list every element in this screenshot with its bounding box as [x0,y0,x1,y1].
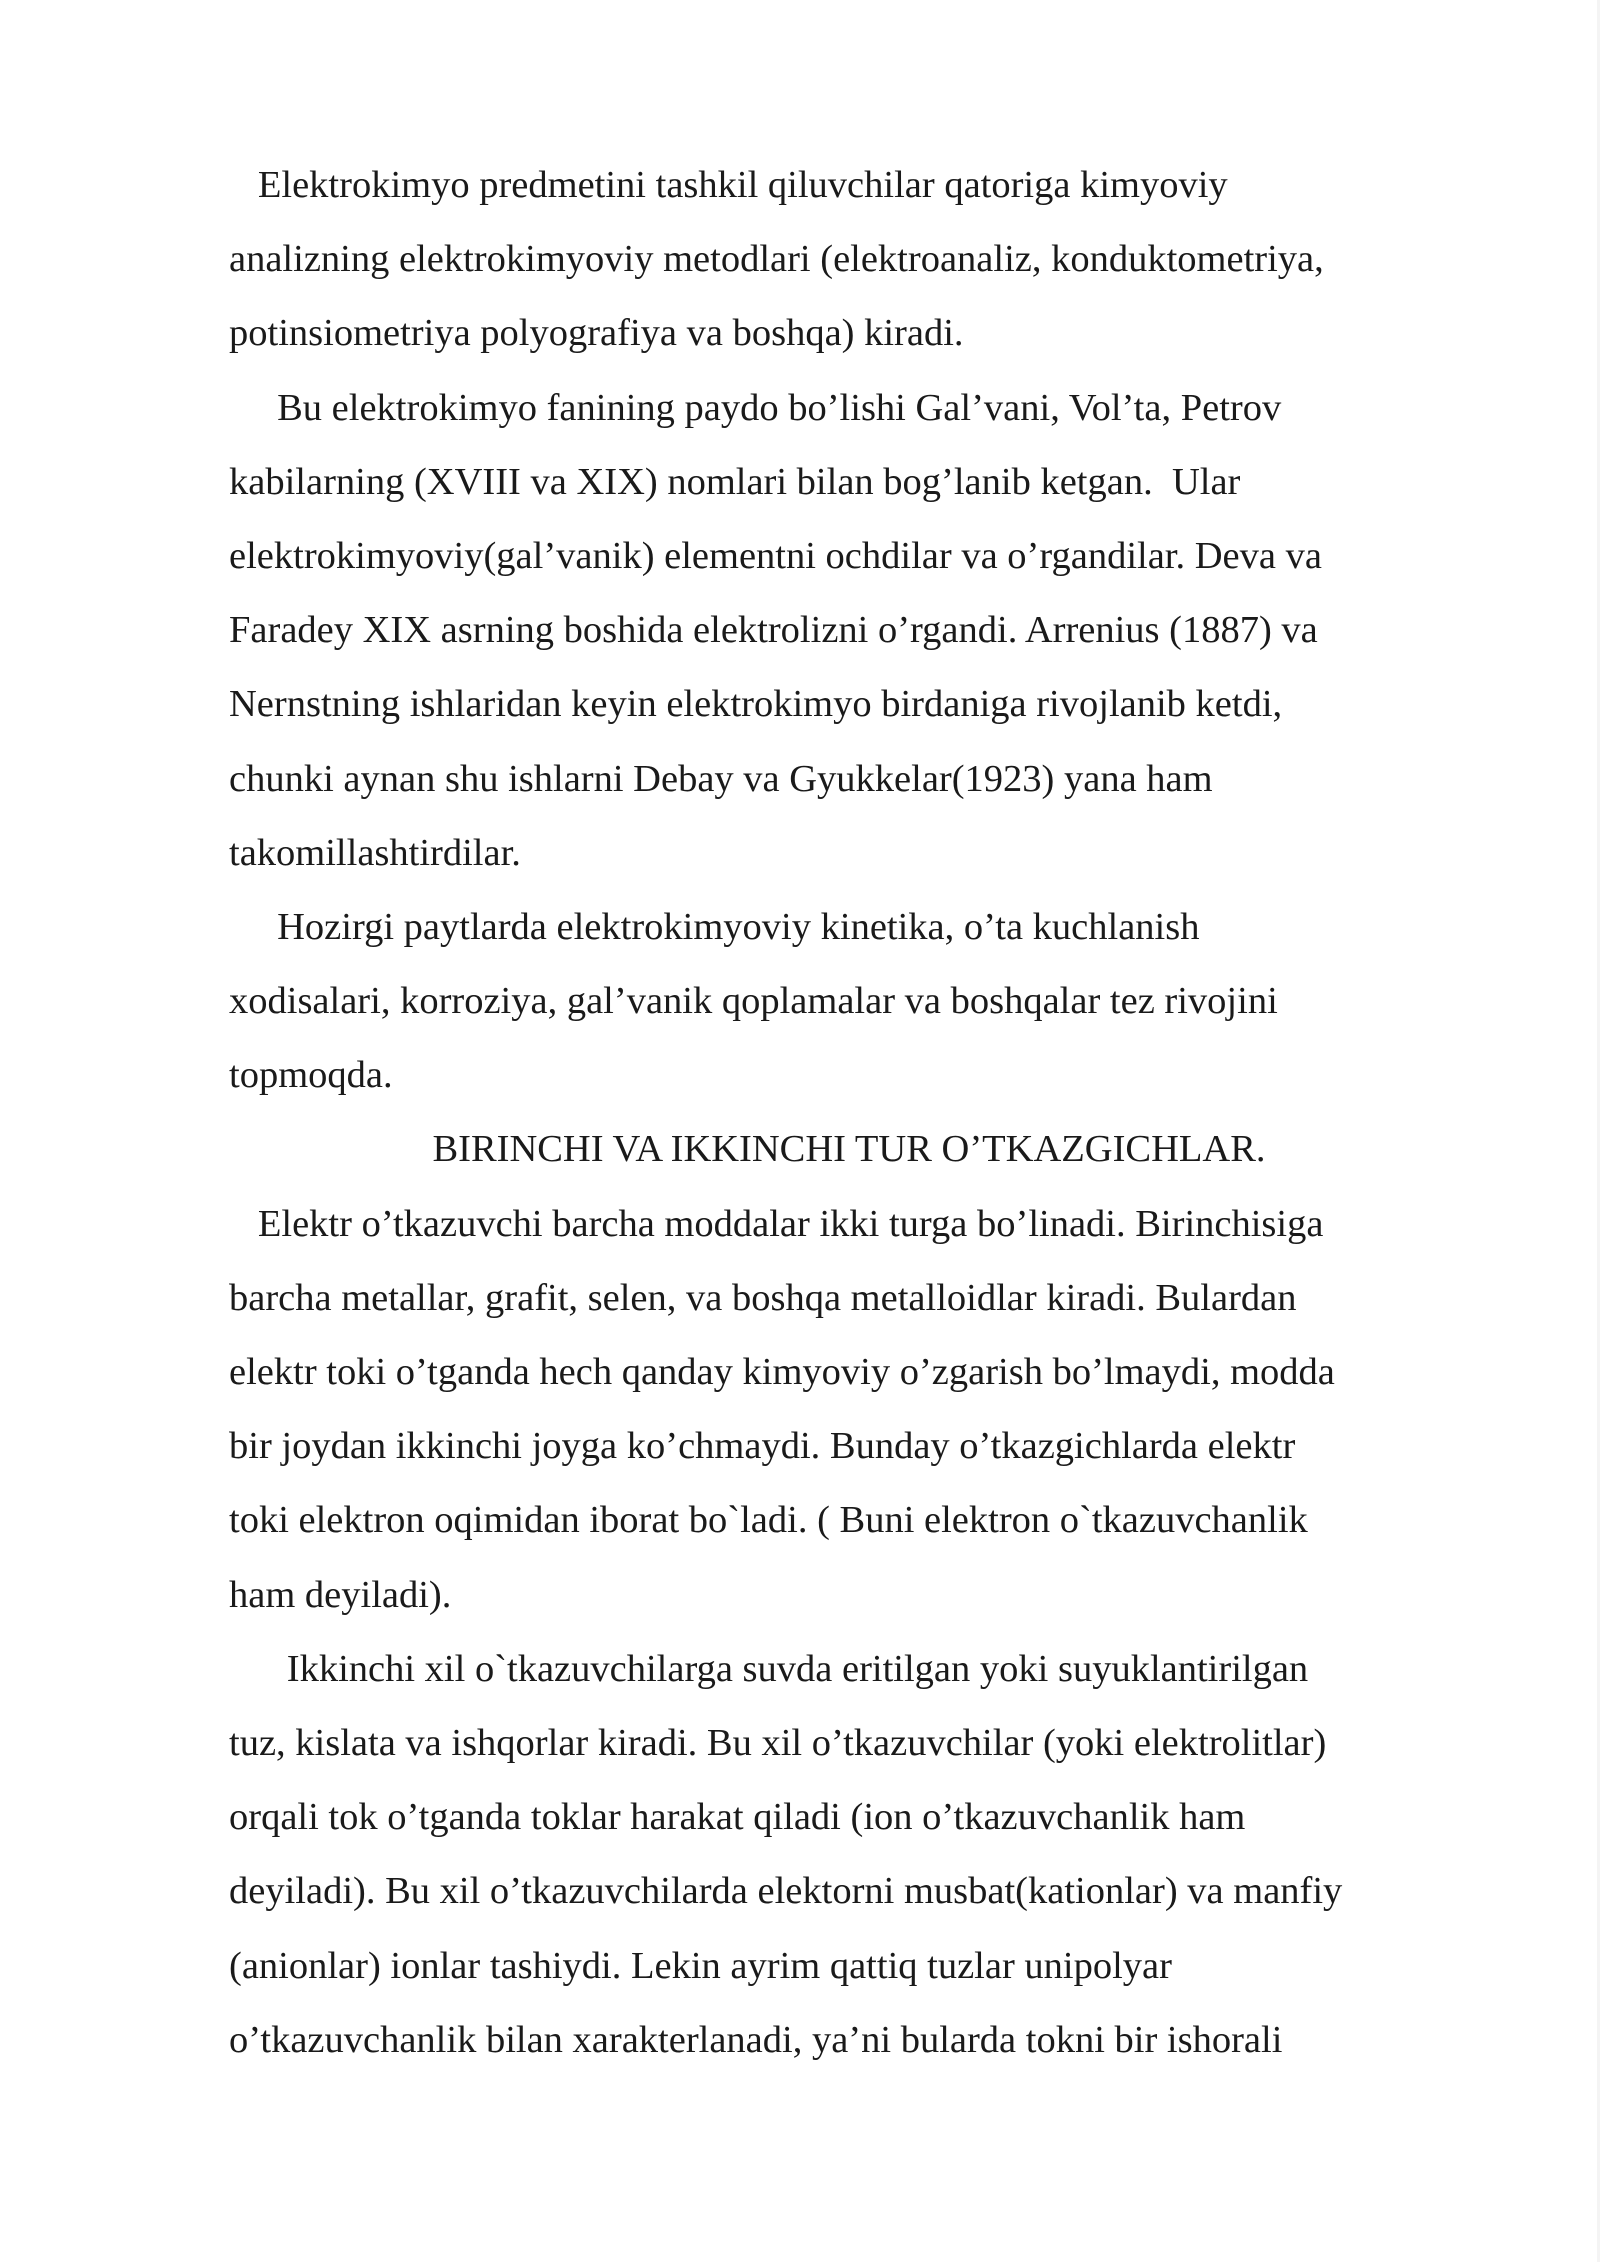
paragraph-line: o’tkazuvchanlik bilan xarakterlanadi, ya’ni bularda tokni bir ishorali [229,2018,1283,2061]
paragraph-line: xodisalari, korroziya, gal’vanik qoplamalar va boshqalar tez rivojini [229,980,1278,1023]
paragraph-line: Nernstning ishlaridan keyin elektrokimyo birdaniga rivojlanib ketdi, [229,683,1283,726]
paragraph-line: elektr toki o’tganda hech qanday kimyoviy o’zgarish bo’lmaydi, modda [229,1351,1335,1393]
paragraph-line: tuz, kislata va ishqorlar kiradi. Bu xil o’tkazuvchilar (yoki elektrolitlar) [229,1721,1327,1764]
section-heading: BIRINCHI VA IKKINCHI TUR O’TKAZGICHLAR. [432,1128,1266,1171]
paragraph-line: toki elektron oqimidan iborat bo`ladi. ( Buni elektron o`tkazuvchanlik [229,1499,1308,1542]
paragraph-line: analizning elektrokimyoviy metodlari (elektroanaliz, konduktometriya, [229,238,1324,281]
paragraph-line: (anionlar) ionlar tashiydi. Lekin ayrim qattiq tuzlar unipolyar [229,1944,1172,1987]
paragraph-line: elektrokimyoviy(gal’vanik) elementni ochdilar va o’rgandilar. Deva va [229,534,1322,577]
paragraph-line: Bu elektrokimyo fanining paydo bo’lishi Gal’vani, Vol’ta, Petrov [229,386,1282,429]
paragraph-line: topmoqda. [229,1054,393,1097]
paragraph-line: barcha metallar, grafit, selen, va boshqa metalloidlar kiradi. Bulardan [229,1276,1297,1319]
paragraph-line: kabilarning (XVIII va XIX) nomlari bilan bog’lanib ketgan. Ular [229,460,1241,503]
paragraph-line: bir joydan ikkinchi joyga ko’chmaydi. Bunday o’tkazgichlarda elektr [229,1425,1296,1468]
paragraph-line: ham deyiladi). [229,1573,452,1616]
paragraph-line: Hozirgi paytlarda elektrokimyoviy kinetika, o’ta kuchlanish [229,905,1200,948]
paragraph-line: Elektrokimyo predmetini tashkil qiluvchilar qatoriga kimyoviy [229,164,1228,206]
paragraph-line: takomillashtirdilar. [229,831,521,874]
paragraph-line: Elektr o’tkazuvchi barcha moddalar ikki turga bo’linadi. Birinchisiga [229,1202,1324,1245]
paragraph-line: Ikkinchi xil o`tkazuvchilarga suvda eritilgan yoki suyuklantirilgan [229,1647,1309,1690]
paragraph-line: orqali tok o’tganda toklar harakat qiladi (ion o’tkazuvchanlik ham [229,1796,1246,1839]
paragraph-line: deyiladi). Bu xil o’tkazuvchilarda elektorni musbat(kationlar) va manfiy [229,1870,1343,1913]
document-body [229,148,1509,2077]
paragraph-line: Faradey XIX asrning boshida elektrolizni o’rgandi. Arrenius (1887) va [229,609,1318,652]
paragraph-line: chunki aynan shu ishlarni Debay va Gyukkelar(1923) yana ham [229,757,1213,800]
paragraph-line: potinsiometriya polyografiya va boshqa) kiradi. [229,312,964,355]
